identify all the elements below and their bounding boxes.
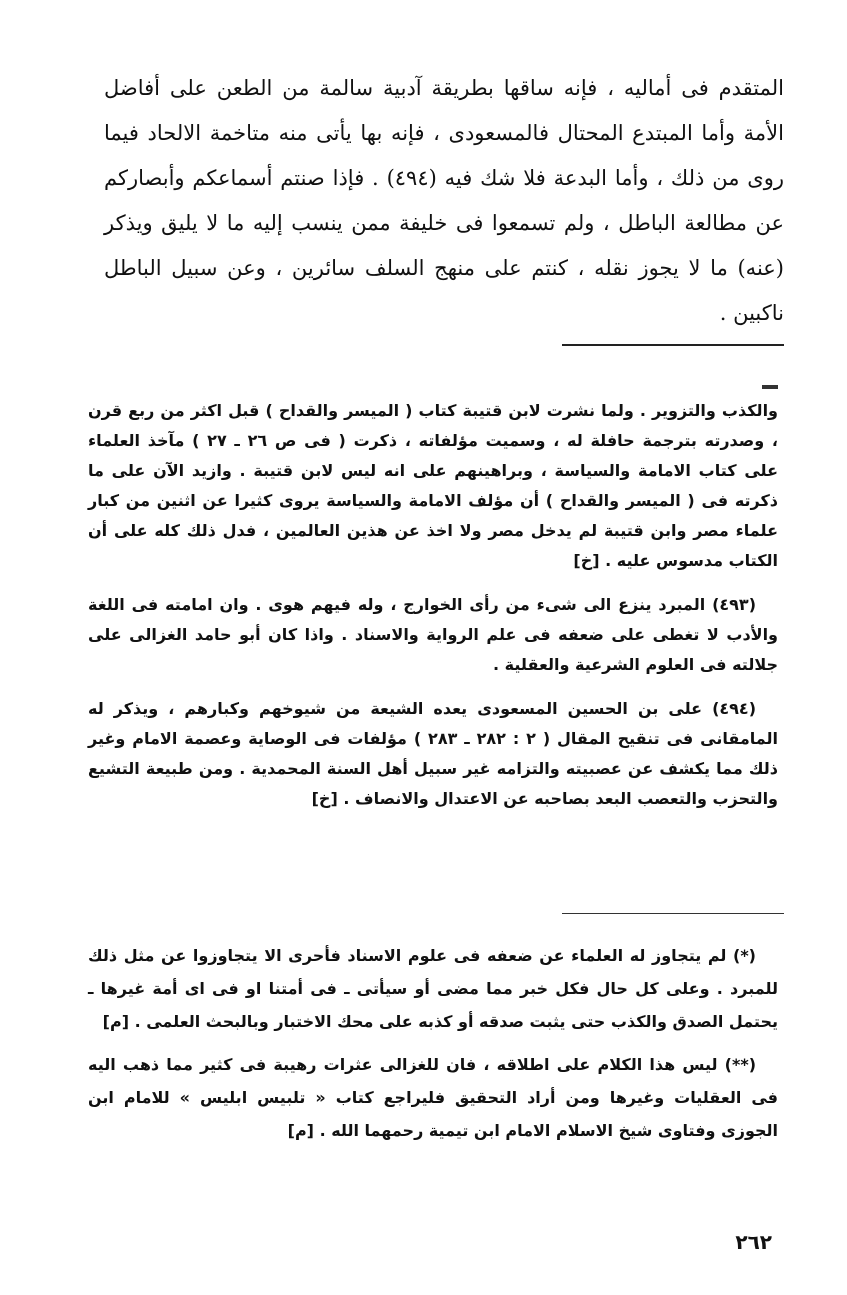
editor-notes-separator	[562, 913, 784, 914]
main-text-block	[104, 66, 784, 336]
footnote-separator	[562, 344, 784, 346]
editor-note-star1: (*) لم يتجاوز له العلماء عن ضعفه فى علوم الاسناد فأحرى الا يتجاوزوا عن مثل ذلك للمبرد . وعلى كل حال فكل خبر مما مضى أو سيأتى ـ فى أمتنا او فى اى أمة غيرها ـ يحتمل الصدق والكذب حتى يثبت صدقه أو كذبه على محك الاختبار وبالبحث العلمى . [م]	[88, 946, 778, 1031]
footnote-continuation: والكذب والتزوير . ولما نشرت لابن قتيبة كتاب ( الميسر والقداح ) قبل اكثر من ربع قرن ، وصدرته بترجمة حافلة له ، وسميت مؤلفاته ، ذكرت ( فى ص ٢٦ ـ ٢٧ ) مآخذ العلماء على كتاب الامامة والسياسة ، وبراهينهم على انه ليس لابن قتيبة . وازيد الآن على ما ذكرته فى ( الميسر والقداح ) أن مؤلف الامامة والسياسة يروى كثيرا عن اثنين من كبار علماء مصر وابن قتيبة لم يدخل مصر ولا اخذ عن هذين العالمين ، فدل ذلك كله على أن الكتاب مدسوس عليه . [خ]	[88, 401, 779, 570]
footnotes-block	[88, 396, 778, 828]
page-number: ٢٦٢	[735, 1230, 772, 1254]
footnote-494: (٤٩٤) على بن الحسين المسعودى يعده الشيعة من شيوخهم وكبارهم ، ويذكر له المامقانى فى تنقيح المقال ( ٢ : ٢٨٢ ـ ٢٨٣ ) مؤلفات فى الوصاية وعصمة الامام وغير ذلك مما يكشف عن عصبيته والتزامه غير سبيل أهل السنة المحمدية . ومن طبيعة التشيع والتحزب والتعصب البعد بصاحبه عن الاعتدال والانصاف . [خ]	[88, 699, 779, 808]
editor-note-star2: (**) ليس هذا الكلام على اطلاقه ، فان للغزالى عثرات رهيبة فى كثير مما ذهب اليه فى العقليات وغيرها ومن أراد التحقيق فليراجع كتاب « تلبيس ابليس » للامام ابن الجوزى وفتاوى شيخ الاسلام الامام ابن تيمية رحمهما الله . [م]	[88, 1055, 778, 1140]
editor-notes-block	[88, 939, 778, 1157]
ink-mark	[762, 385, 778, 389]
main-paragraph: المتقدم فى أماليه ، فإنه ساقها بطريقة آدبية سالمة من الطعن على أفاضل الأمة وأما المبتدع المحتال فالمسعودى ، فإنه بها يأتى منه متاخمة الالحاد فيما روى من ذلك ، وأما البدعة فلا شك فيه (٤٩٤) . فإذا صنتم أسماعكم وأبصاركم عن مطالعة الباطل ، ولم تسمعوا فى خليفة ممن ينسب إليه ما لا يليق ويذكر (عنه) ما لا يجوز نقله ، كنتم على منهج السلف سائرين ، وعن سبيل الباطل ناكبين .	[104, 76, 784, 325]
footnote-493: (٤٩٣) المبرد ينزع الى شىء من رأى الخوارج ، وله فيهم هوى . وان امامته فى اللغة والأدب لا تغطى على ضعفه فى علم الرواية والاسناد . واذا كان أبو حامد الغزالى على جلالته فى العلوم الشرعية والعقلية .	[88, 595, 778, 674]
